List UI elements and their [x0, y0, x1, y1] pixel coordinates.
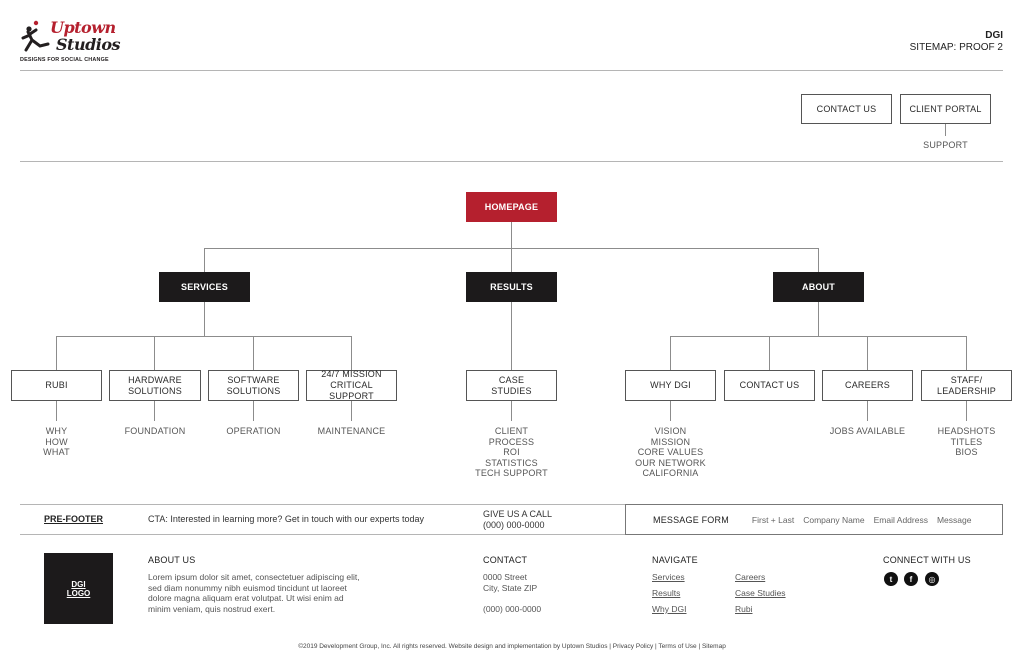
prefooter-cta: CTA: Interested in learning more? Get in touch with our experts today: [148, 514, 424, 524]
node-rubi[interactable]: [11, 370, 102, 401]
subpage-tech-support[interactable]: TECH SUPPORT: [475, 468, 548, 478]
connector-line: [56, 401, 57, 421]
connector-line: [154, 401, 155, 421]
node-case-studies[interactable]: [466, 370, 557, 401]
utility-contact-us-label: CONTACT US: [816, 103, 877, 114]
uptown-studios-logo[interactable]: [18, 18, 121, 66]
node-contact-us-label: CONTACT US: [739, 380, 800, 390]
node-homepage-label: HOMEPAGE: [484, 201, 539, 212]
node-staff-leadership-label: STAFF/ LEADERSHIP: [936, 374, 997, 396]
subpage-process[interactable]: PROCESS: [488, 436, 535, 447]
field-first-last[interactable]: First + Last: [751, 514, 795, 525]
subpages-staff: [921, 426, 1012, 458]
connector-line: [56, 336, 57, 370]
node-software-solutions-label: SOFTWARE SOLUTIONS: [226, 374, 281, 396]
subpages-why-dgi: [615, 426, 726, 479]
nav-link-case-studies[interactable]: Case Studies: [735, 588, 786, 598]
node-contact-us[interactable]: [724, 370, 815, 401]
node-mission-critical-support[interactable]: [306, 370, 397, 401]
connector-line: [670, 401, 671, 421]
utility-support[interactable]: SUPPORT: [923, 140, 968, 150]
prefooter-label: PRE-FOOTER: [44, 514, 104, 524]
contact-address: [483, 572, 537, 593]
node-rubi-label: RUBI: [45, 380, 68, 390]
logo-tagline: DESIGNS FOR SOCIAL CHANGE: [20, 57, 109, 63]
navigate-heading: NAVIGATE: [652, 555, 698, 565]
dancer-figure-icon: [20, 20, 50, 54]
subpage-roi[interactable]: ROI: [503, 447, 520, 457]
connector-line: [511, 222, 512, 272]
twitter-icon[interactable]: t: [884, 572, 898, 586]
subpages-rubi: [11, 426, 102, 458]
utility-client-portal[interactable]: [900, 94, 991, 124]
field-email-address[interactable]: Email Address: [873, 514, 928, 525]
node-services[interactable]: [159, 272, 250, 302]
connector-line: [769, 336, 770, 370]
connector-line: [867, 401, 868, 421]
call-heading: GIVE US A CALL: [483, 509, 553, 519]
message-form: [625, 504, 1003, 535]
connector-line: [818, 302, 819, 336]
copyright-text: ©2019 Development Group, Inc. All rights reserved. Website design and implementation by Uptown Studios | Privacy Policy | Terms of Use | Sitemap: [298, 643, 726, 650]
connector-line: [670, 336, 967, 337]
subpage-foundation[interactable]: FOUNDATION: [124, 426, 186, 436]
prefooter-call: [483, 509, 552, 530]
contact-heading: CONTACT: [483, 555, 528, 565]
node-results[interactable]: [466, 272, 557, 302]
subpages-case-studies: [456, 426, 567, 479]
connector-line: [351, 401, 352, 421]
about-heading: ABOUT US: [148, 555, 196, 565]
connector-line: [945, 124, 946, 136]
node-hardware-solutions[interactable]: [109, 370, 201, 401]
connector-line: [253, 336, 254, 370]
subpages-hardware: [109, 426, 201, 437]
field-message[interactable]: Message: [936, 514, 972, 525]
call-phone[interactable]: (000) 000-0000: [483, 519, 545, 530]
subpage-what[interactable]: WHAT: [43, 447, 70, 457]
node-about-label: ABOUT: [802, 281, 835, 292]
field-company-name[interactable]: Company Name: [803, 514, 865, 525]
subpages-careers: [812, 426, 923, 437]
node-hardware-solutions-label: HARDWARE SOLUTIONS: [128, 374, 182, 396]
connector-line: [966, 401, 967, 421]
connector-line: [511, 302, 512, 370]
connector-line: [253, 401, 254, 421]
instagram-icon[interactable]: ◎: [925, 572, 939, 586]
connector-line: [966, 336, 967, 370]
connector-line: [56, 336, 352, 337]
connector-line: [867, 336, 868, 370]
subpage-client[interactable]: CLIENT: [494, 426, 529, 436]
node-results-label: RESULTS: [490, 281, 533, 292]
subpage-mission[interactable]: MISSION: [650, 436, 691, 447]
dgi-logo-line2: LOGO: [66, 588, 91, 598]
node-homepage[interactable]: [466, 192, 557, 222]
connect-heading: CONNECT WITH US: [883, 555, 971, 565]
connector-line: [818, 248, 819, 272]
utility-client-portal-label: CLIENT PORTAL: [909, 103, 982, 114]
nav-link-careers[interactable]: Careers: [735, 572, 766, 582]
subpage-why[interactable]: WHY: [45, 426, 68, 436]
connector-line: [204, 302, 205, 336]
dgi-logo[interactable]: [44, 553, 113, 624]
connector-line: [154, 336, 155, 370]
contact-street: 0000 Street: [483, 572, 527, 582]
connector-line: [351, 336, 352, 370]
logo-studios-text: Studios: [56, 35, 121, 54]
document-info: [910, 30, 1003, 54]
connector-line: [670, 336, 671, 370]
subpage-bios[interactable]: BIOS: [955, 447, 978, 457]
connector-line: [511, 401, 512, 421]
subpage-titles[interactable]: TITLES: [950, 436, 983, 447]
node-services-label: SERVICES: [181, 281, 228, 292]
connector-line: [204, 248, 205, 272]
contact-phone[interactable]: (000) 000-0000: [483, 604, 542, 614]
connector-line: [204, 248, 819, 249]
subpage-how[interactable]: HOW: [45, 436, 68, 447]
header-divider: [20, 70, 1003, 71]
node-software-solutions[interactable]: [208, 370, 299, 401]
utility-contact-us[interactable]: [801, 94, 892, 124]
subpage-jobs-available[interactable]: JOBS AVAILABLE: [829, 426, 906, 436]
node-about[interactable]: [773, 272, 864, 302]
subpage-core-values[interactable]: CORE VALUES: [637, 447, 704, 457]
subpage-california[interactable]: CALIFORNIA: [642, 468, 699, 478]
contact-city: City, State ZIP: [483, 582, 538, 593]
subpage-operation[interactable]: OPERATION: [226, 426, 281, 436]
subpage-headshots[interactable]: HEADSHOTS: [937, 426, 996, 436]
subpage-vision[interactable]: VISION: [654, 426, 687, 436]
project-name: DGI: [985, 30, 1003, 41]
node-why-dgi-label: WHY DGI: [650, 380, 691, 390]
dgi-logo-line1: DGI: [71, 579, 86, 589]
logo-uptown-text: Uptown: [50, 18, 116, 37]
subpage-statistics[interactable]: STATISTICS: [485, 457, 538, 468]
nav-link-results[interactable]: Results: [652, 588, 681, 598]
node-staff-leadership[interactable]: [921, 370, 1012, 401]
subpage-our-network[interactable]: OUR NETWORK: [635, 457, 706, 468]
nav-link-services[interactable]: Services: [652, 572, 685, 582]
subpage-maintenance[interactable]: MAINTENANCE: [317, 426, 386, 436]
node-mission-critical-support-label: 24/7 MISSION CRITICAL SUPPORT: [321, 369, 382, 401]
node-case-studies-label: CASE STUDIES: [491, 374, 532, 396]
document-title: SITEMAP: PROOF 2: [909, 42, 1003, 53]
about-text: Lorem ipsum dolor sit amet, consectetuer adipiscing elit, sed diam nonummy nibh euismod tincidunt ut laoreet dolore magna aliquam erat volutpat. Ut wisi enim ad minim veniam, quis nostrud exert.: [148, 572, 360, 614]
subpages-support: [306, 426, 397, 437]
message-form-label: MESSAGE FORM: [653, 514, 729, 525]
facebook-icon[interactable]: f: [904, 572, 918, 586]
nav-link-rubi[interactable]: Rubi: [735, 604, 753, 614]
nav-link-why-dgi[interactable]: Why DGI: [652, 604, 687, 614]
subpages-software: [208, 426, 299, 437]
node-careers-label: CAREERS: [845, 380, 890, 390]
utility-divider: [20, 161, 1003, 162]
node-why-dgi[interactable]: [625, 370, 716, 401]
node-careers[interactable]: [822, 370, 913, 401]
